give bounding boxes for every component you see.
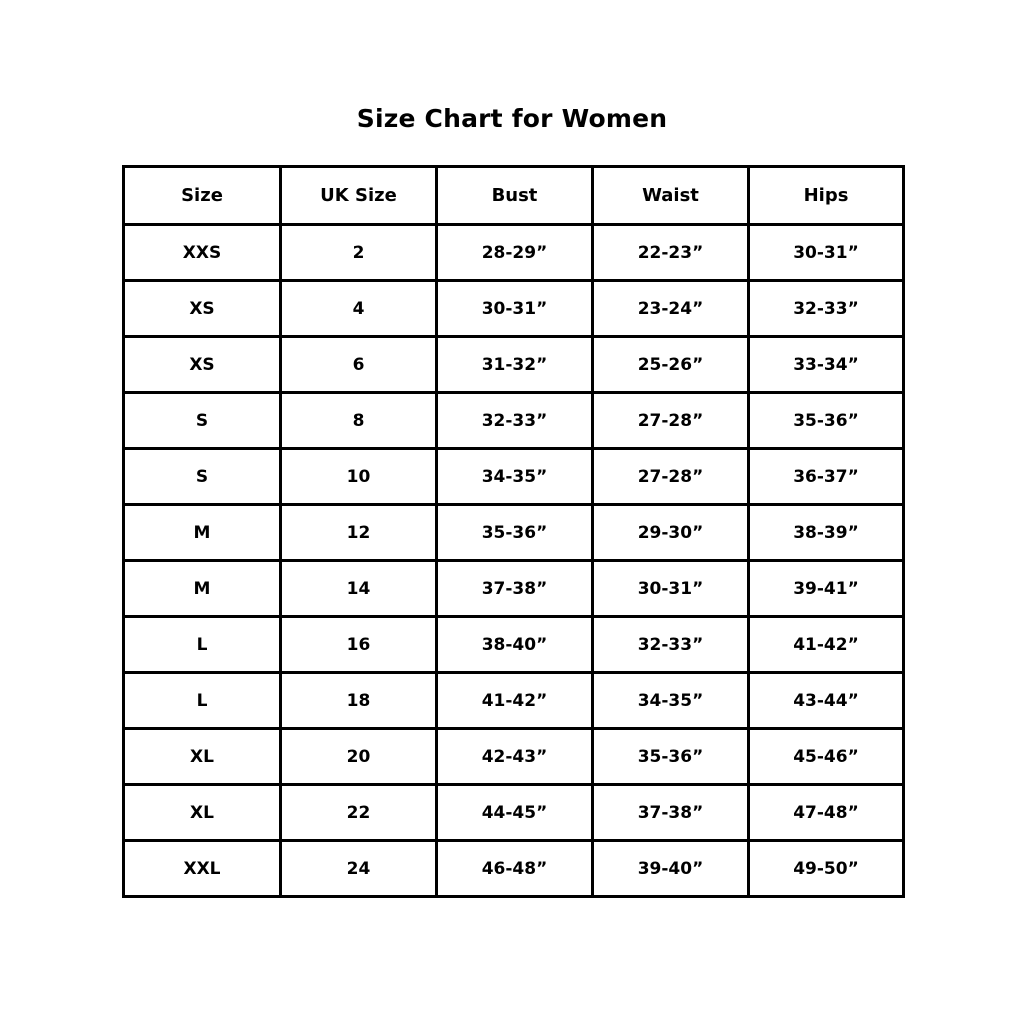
column-header-hips: Hips: [749, 167, 904, 225]
cell-size: M: [124, 561, 281, 617]
cell-hips: 47-48”: [749, 785, 904, 841]
cell-bust: 44-45”: [437, 785, 593, 841]
table-row: [124, 281, 904, 337]
table-row: [124, 785, 904, 841]
cell-waist: 35-36”: [593, 729, 749, 785]
cell-waist: 22-23”: [593, 225, 749, 281]
cell-size: L: [124, 617, 281, 673]
cell-bust: 37-38”: [437, 561, 593, 617]
cell-size: XS: [124, 337, 281, 393]
table-row: [124, 841, 904, 897]
cell-uk-size: 18: [281, 673, 437, 729]
cell-size: XS: [124, 281, 281, 337]
table-row: [124, 337, 904, 393]
table-row: [124, 393, 904, 449]
cell-bust: 42-43”: [437, 729, 593, 785]
cell-size: XXS: [124, 225, 281, 281]
cell-hips: 49-50”: [749, 841, 904, 897]
cell-uk-size: 4: [281, 281, 437, 337]
cell-waist: 30-31”: [593, 561, 749, 617]
cell-hips: 45-46”: [749, 729, 904, 785]
cell-size: S: [124, 449, 281, 505]
cell-size: S: [124, 393, 281, 449]
cell-size: XL: [124, 729, 281, 785]
cell-size: L: [124, 673, 281, 729]
table-row: [124, 225, 904, 281]
cell-bust: 38-40”: [437, 617, 593, 673]
cell-bust: 41-42”: [437, 673, 593, 729]
cell-waist: 25-26”: [593, 337, 749, 393]
cell-hips: 39-41”: [749, 561, 904, 617]
cell-waist: 27-28”: [593, 393, 749, 449]
cell-hips: 32-33”: [749, 281, 904, 337]
cell-hips: 38-39”: [749, 505, 904, 561]
cell-uk-size: 12: [281, 505, 437, 561]
cell-bust: 34-35”: [437, 449, 593, 505]
cell-uk-size: 10: [281, 449, 437, 505]
table-row: [124, 449, 904, 505]
cell-bust: 46-48”: [437, 841, 593, 897]
column-header-bust: Bust: [437, 167, 593, 225]
table-header-row: [124, 167, 904, 225]
cell-hips: 43-44”: [749, 673, 904, 729]
cell-hips: 35-36”: [749, 393, 904, 449]
column-header-waist: Waist: [593, 167, 749, 225]
cell-size: M: [124, 505, 281, 561]
cell-bust: 35-36”: [437, 505, 593, 561]
column-header-size: Size: [124, 167, 281, 225]
page-title: Size Chart for Women: [356, 104, 668, 133]
cell-uk-size: 24: [281, 841, 437, 897]
cell-size: XXL: [124, 841, 281, 897]
cell-waist: 39-40”: [593, 841, 749, 897]
table-row: [124, 505, 904, 561]
size-table-container: [122, 165, 902, 898]
cell-waist: 29-30”: [593, 505, 749, 561]
cell-uk-size: 2: [281, 225, 437, 281]
cell-uk-size: 6: [281, 337, 437, 393]
cell-bust: 31-32”: [437, 337, 593, 393]
table-header: [124, 167, 904, 225]
cell-waist: 34-35”: [593, 673, 749, 729]
cell-waist: 32-33”: [593, 617, 749, 673]
cell-uk-size: 16: [281, 617, 437, 673]
table-row: [124, 561, 904, 617]
table-body: [124, 225, 904, 897]
cell-hips: 33-34”: [749, 337, 904, 393]
table-row: [124, 617, 904, 673]
cell-uk-size: 14: [281, 561, 437, 617]
cell-uk-size: 20: [281, 729, 437, 785]
cell-waist: 27-28”: [593, 449, 749, 505]
size-table: [122, 165, 905, 898]
cell-bust: 32-33”: [437, 393, 593, 449]
column-header-uk-size: UK Size: [281, 167, 437, 225]
cell-size: XL: [124, 785, 281, 841]
cell-waist: 23-24”: [593, 281, 749, 337]
cell-waist: 37-38”: [593, 785, 749, 841]
cell-uk-size: 8: [281, 393, 437, 449]
cell-hips: 41-42”: [749, 617, 904, 673]
table-row: [124, 729, 904, 785]
cell-bust: 28-29”: [437, 225, 593, 281]
cell-bust: 30-31”: [437, 281, 593, 337]
table-row: [124, 673, 904, 729]
cell-hips: 36-37”: [749, 449, 904, 505]
cell-uk-size: 22: [281, 785, 437, 841]
cell-hips: 30-31”: [749, 225, 904, 281]
